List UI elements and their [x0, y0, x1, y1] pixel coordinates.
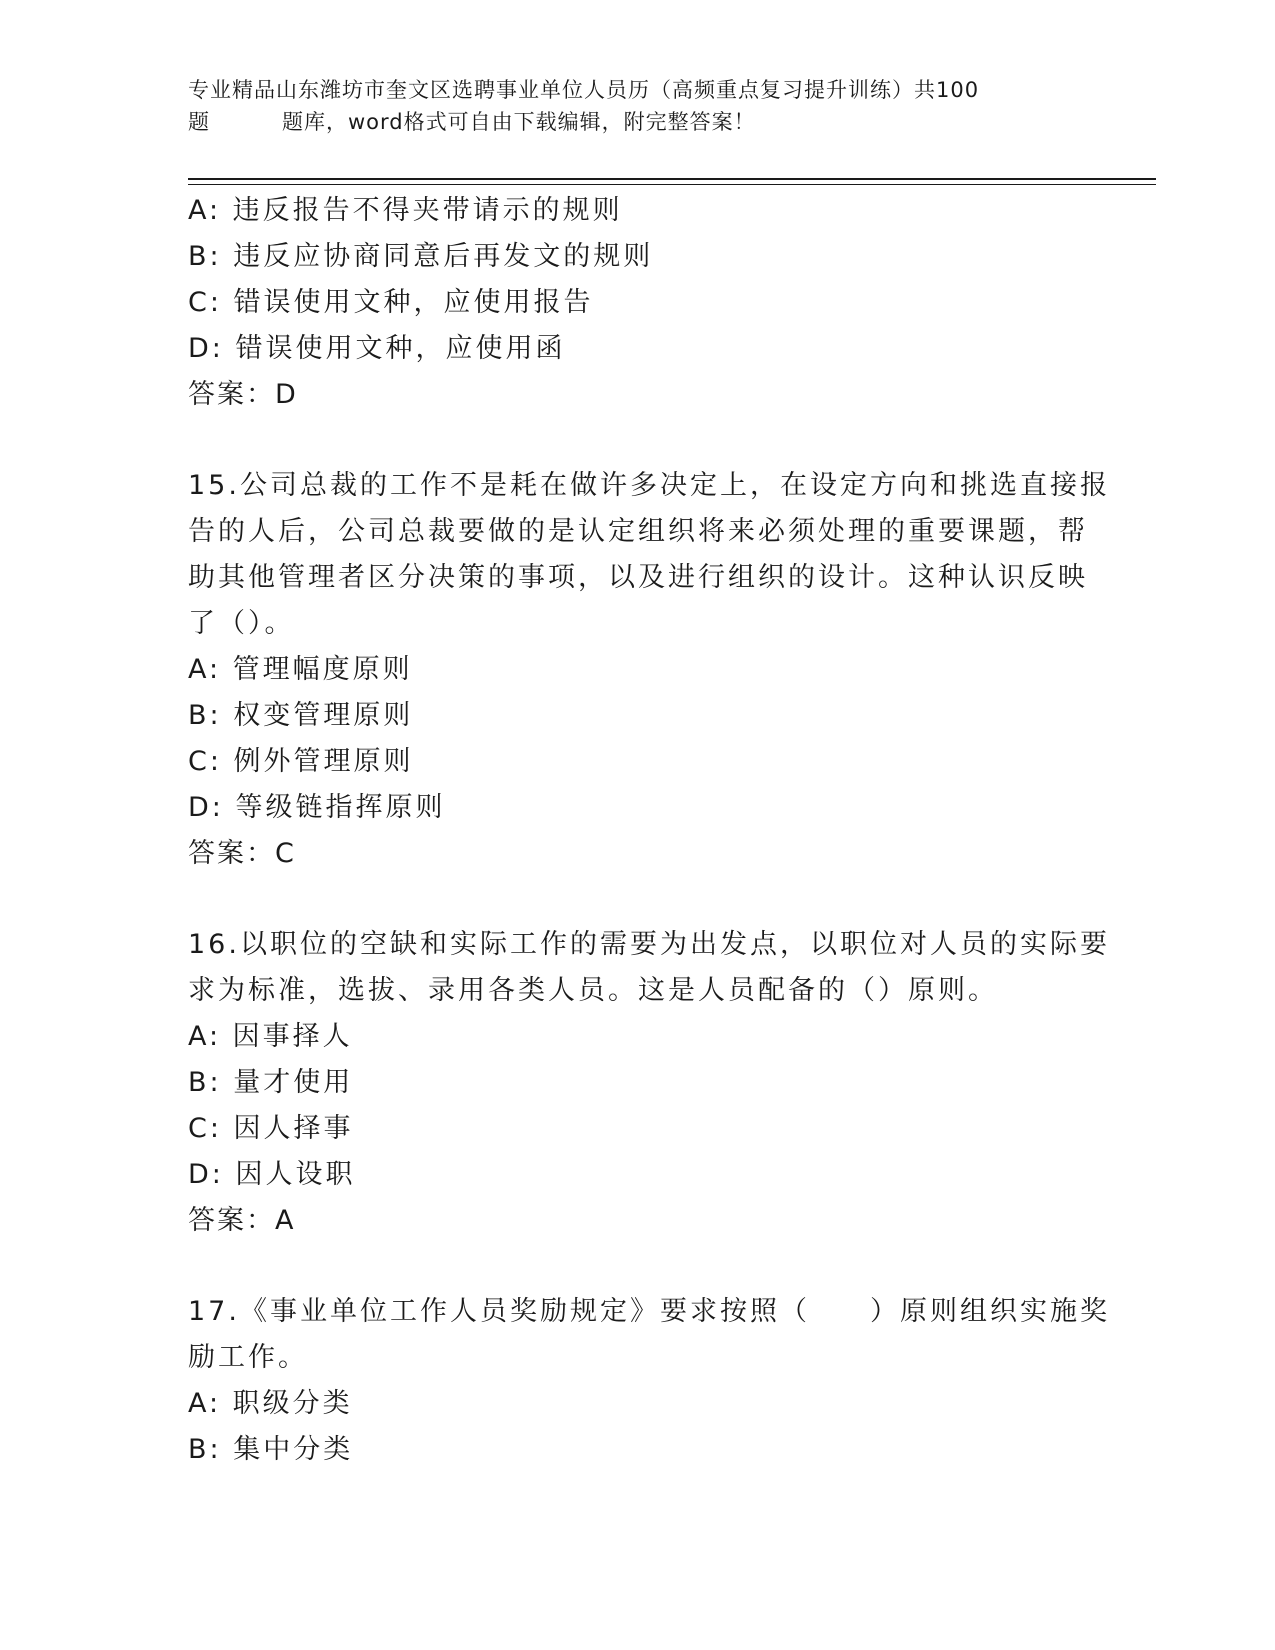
option-b: B: 权变管理原则	[188, 700, 414, 731]
question-text-line: 了（）。	[188, 608, 295, 639]
option-a: A: 因事择人	[188, 1021, 353, 1052]
answer-line: 答案：D	[188, 379, 298, 410]
option-c: C: 错误使用文种，应使用报告	[188, 287, 594, 318]
header-title-line2-a: 题	[188, 110, 210, 134]
option-a: A: 职级分类	[188, 1388, 353, 1419]
header-title-line2	[188, 106, 1088, 138]
document-header	[188, 74, 1088, 138]
option-a: A: 违反报告不得夹带请示的规则	[188, 195, 623, 226]
header-divider-thin	[188, 184, 1156, 185]
option-c: C: 因人择事	[188, 1113, 354, 1144]
question-15	[188, 463, 1110, 877]
option-a: A: 管理幅度原则	[188, 654, 413, 685]
question-16	[188, 922, 1110, 1244]
header-title-line2-b: 题库，word格式可自由下载编辑，附完整答案！	[282, 110, 756, 134]
question-17	[188, 1289, 1110, 1473]
question-text-line: 助其他管理者区分决策的事项，以及进行组织的设计。这种认识反映	[188, 562, 1088, 593]
answer-line: 答案：C	[188, 838, 296, 869]
question-text-line: 15.公司总裁的工作不是耗在做许多决定上，在设定方向和挑选直接报	[188, 470, 1110, 501]
option-d: D: 等级链指挥原则	[188, 792, 446, 823]
header-title-line1: 专业精品山东潍坊市奎文区选聘事业单位人员历（高频重点复习提升训练）共100	[188, 78, 980, 102]
option-d: D: 错误使用文种，应使用函	[188, 333, 566, 364]
header-divider-thick	[188, 178, 1156, 180]
option-b: B: 量才使用	[188, 1067, 354, 1098]
question-14	[188, 188, 1078, 418]
option-c: C: 例外管理原则	[188, 746, 414, 777]
question-text-line: 告的人后，公司总裁要做的是认定组织将来必须处理的重要课题，帮	[188, 516, 1088, 547]
question-text-line: 励工作。	[188, 1342, 308, 1373]
option-d: D: 因人设职	[188, 1159, 356, 1190]
question-text-line: 求为标准，选拔、录用各类人员。这是人员配备的（）原则。	[188, 975, 998, 1006]
option-b: B: 集中分类	[188, 1434, 354, 1465]
answer-line: 答案：A	[188, 1205, 296, 1236]
question-text-line: 17.《事业单位工作人员奖励规定》要求按照（ ）原则组织实施奖	[188, 1296, 1110, 1327]
question-text-line: 16.以职位的空缺和实际工作的需要为出发点，以职位对人员的实际要	[188, 929, 1110, 960]
question-list	[188, 188, 1110, 1473]
option-b: B: 违反应协商同意后再发文的规则	[188, 241, 654, 272]
